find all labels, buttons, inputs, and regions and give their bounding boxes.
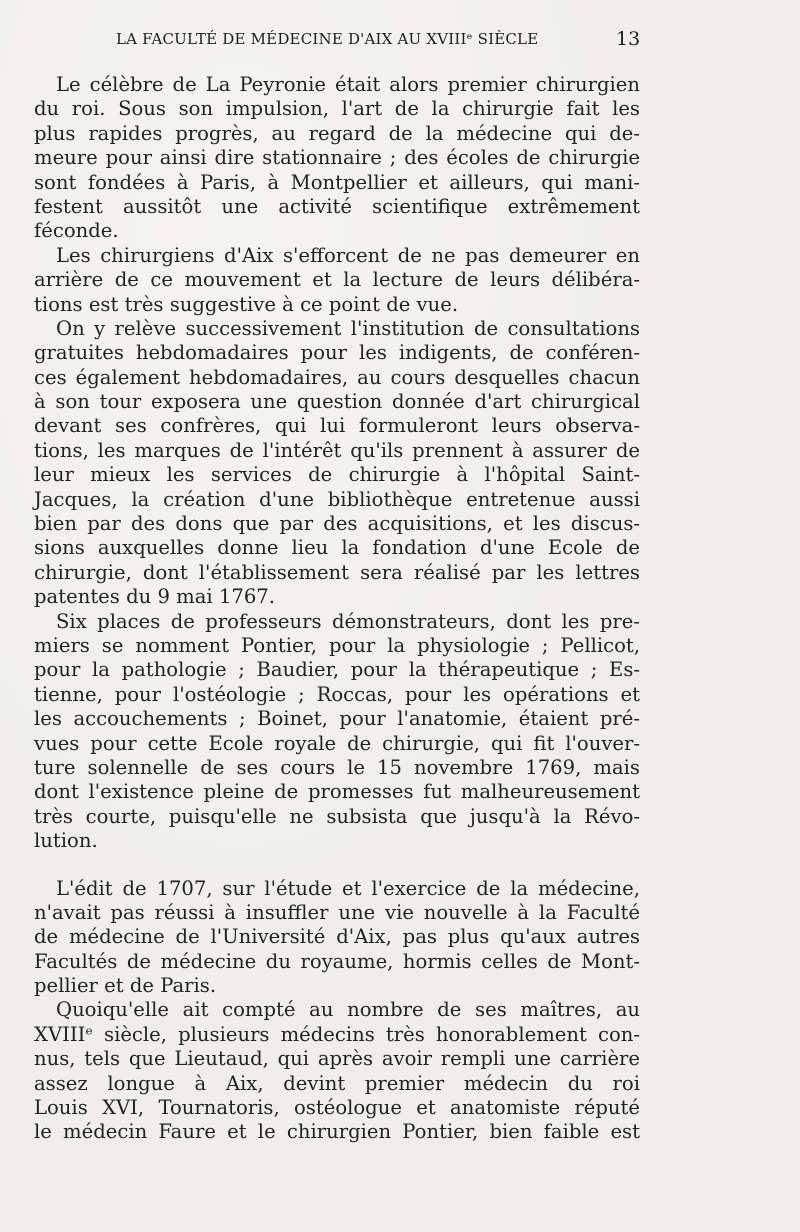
- running-title: LA FACULTÉ DE MÉDECINE D'AIX AU XVIIIᵉ SIÈCLE: [116, 30, 539, 48]
- text-line: Louis XVI, Tournatoris, ostéologue et anatomiste réputé: [34, 1096, 640, 1120]
- text-line: Jacques, la création d'une bibliothèque entretenue aussi: [34, 487, 640, 511]
- body-text: [34, 73, 640, 1145]
- paragraph: [34, 73, 640, 244]
- text-line: féconde.: [34, 219, 119, 243]
- text-line: patentes du 9 mai 1767.: [34, 585, 275, 609]
- page-number: 13: [616, 28, 641, 50]
- text-line: très courte, puisqu'elle ne subsista que jusqu'à la Révo-: [34, 804, 640, 828]
- paragraph: [34, 877, 640, 999]
- text-line: festent aussitôt une activité scientifique extrêmement: [34, 194, 640, 218]
- text-line: vues pour cette Ecole royale de chirurgie, qui fit l'ouver-: [34, 731, 640, 755]
- text-line: le médecin Faure et le chirurgien Pontier, bien faible est: [34, 1120, 640, 1144]
- text-line: nus, tels que Lieutaud, qui après avoir rempli une carrière: [34, 1047, 640, 1071]
- text-line: Les chirurgiens d'Aix s'efforcent de ne pas demeurer en: [56, 243, 640, 267]
- text-line: les accouchements ; Boinet, pour l'anatomie, étaient pré-: [34, 707, 640, 731]
- text-line: n'avait pas réussi à insuffler une vie nouvelle à la Faculté: [34, 900, 640, 924]
- text-line: meure pour ainsi dire stationnaire ; des écoles de chirurgie: [34, 146, 640, 170]
- text-line: pour la pathologie ; Baudier, pour la thérapeutique ; Es-: [34, 658, 640, 682]
- paragraph: [34, 244, 640, 317]
- text-line: bien par des dons que par des acquisitions, et les discus-: [34, 512, 640, 536]
- text-line: arrière de ce mouvement et la lecture de leurs délibéra-: [34, 268, 640, 292]
- text-line: sions auxquelles donne lieu la fondation d'une Ecole de: [34, 536, 640, 560]
- text-line: Le célèbre de La Peyronie était alors premier chirurgien: [56, 73, 640, 96]
- text-line: gratuites hebdomadaires pour les indigents, de conféren-: [34, 341, 640, 365]
- text-line: assez longue à Aix, devint premier médecin du roi: [34, 1071, 640, 1095]
- text-line: dont l'existence pleine de promesses fut malheureusement: [34, 780, 640, 804]
- text-line: On y relève successivement l'institution de consultations: [56, 316, 640, 340]
- text-line: tions est très suggestive à ce point de vue.: [34, 292, 459, 316]
- text-line: pellier et de Paris.: [34, 974, 217, 998]
- paragraph: [34, 610, 640, 854]
- text-line: de médecine de l'Université d'Aix, pas plus qu'aux autres: [34, 925, 640, 949]
- paragraph: [34, 998, 640, 1144]
- text-line: chirurgie, dont l'établissement sera réalisé par les lettres: [34, 560, 640, 584]
- text-line: devant ses confrères, qui lui formuleront leurs observa-: [34, 414, 640, 438]
- text-line: tienne, pour l'ostéologie ; Roccas, pour les opérations et: [34, 682, 640, 706]
- text-line: plus rapides progrès, au regard de la médecine qui de-: [34, 121, 640, 145]
- text-line: Quoiqu'elle ait compté au nombre de ses maîtres, au: [56, 998, 640, 1022]
- text-line: XVIIIᵉ siècle, plusieurs médecins très honorablement con-: [34, 1022, 640, 1046]
- text-line: ture solennelle de ses cours le 15 novembre 1769, mais: [34, 755, 640, 779]
- text-line: ces également hebdomadaires, au cours desquelles chacun: [34, 365, 640, 389]
- text-line: lution.: [34, 829, 98, 853]
- section-gap: [34, 854, 640, 877]
- text-line: à son tour exposera une question donnée d'art chirurgical: [34, 390, 640, 414]
- text-line: tions, les marques de l'intérêt qu'ils prennent à assurer de: [34, 438, 640, 462]
- text-line: sont fondées à Paris, à Montpellier et ailleurs, qui mani-: [34, 170, 640, 194]
- text-line: L'édit de 1707, sur l'étude et l'exercice de la médecine,: [56, 876, 640, 900]
- text-line: Facultés de médecine du royaume, hormis celles de Mont-: [34, 949, 640, 973]
- text-line: Six places de professeurs démonstrateurs, dont les pre-: [56, 609, 640, 633]
- paragraph: [34, 317, 640, 610]
- text-line: leur mieux les services de chirurgie à l'hôpital Saint-: [34, 463, 640, 487]
- text-line: miers se nomment Pontier, pour la physiologie ; Pellicot,: [34, 633, 640, 657]
- text-line: du roi. Sous son impulsion, l'art de la chirurgie fait les: [34, 97, 640, 121]
